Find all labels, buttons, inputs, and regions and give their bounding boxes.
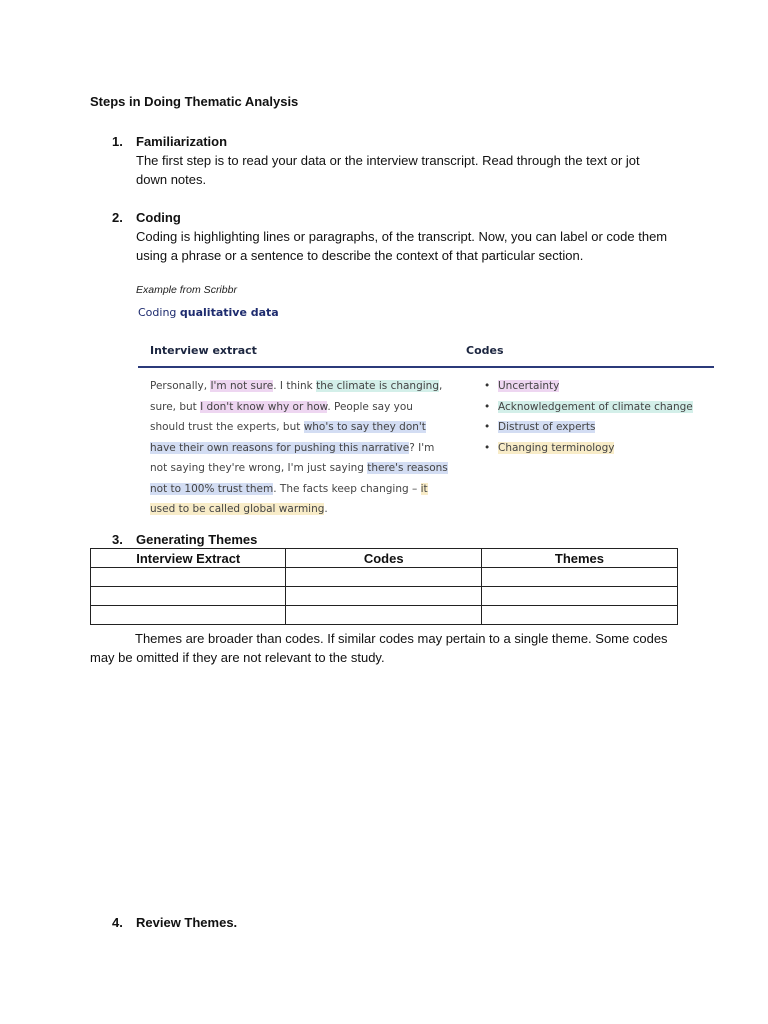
highlighted-segment-pink: I don't know why or how [200,400,328,413]
themes-table [90,548,678,625]
code-item [484,417,693,438]
highlighted-segment-blue: who's to say they don't have their own reasons for pushing this narrative [150,421,426,454]
table-header-cell: Interview Extract [91,549,286,568]
extract-segment: Personally, [150,380,211,392]
codes-list [484,376,693,458]
step-number: 4. [112,915,123,930]
figure-title [138,306,279,319]
table-row [91,606,678,625]
extract-segment: . [324,503,328,515]
step-body: Coding is highlighting lines or paragraphs, of the transcript. Now, you can label or code them using a phrase or a sentence to describe the context of that particular section. [136,229,668,263]
highlighted-segment-teal: the climate is changing [316,380,439,392]
step-number: 3. [112,532,123,547]
table-row [91,587,678,606]
document-heading: Steps in Doing Thematic Analysis [90,94,299,109]
highlighted-segment-pink: I'm not sure [210,380,274,392]
table-header-cell: Themes [481,549,677,568]
step-body: The first step is to read your data or the interview transcript. Read through the text or jot down notes. [136,153,640,187]
codes-header: Codes [466,344,504,357]
interview-extract-header: Interview extract [150,344,257,357]
code-label: Changing terminology [498,441,615,454]
extract-segment: . People say you should trust the experts, but [150,400,413,433]
step-number: 1. [112,134,123,149]
figure-title-bold: qualitative data [179,306,279,319]
code-item [484,397,693,418]
extract-segment: . I think [273,380,317,392]
highlighted-segment-yellow: it used to be called global warming [150,482,428,515]
table-header-cell: Codes [286,549,481,568]
table-cell [286,606,481,625]
code-item [484,438,693,459]
code-label: Distrust of experts [498,421,596,433]
code-label: Acknowledgement of climate change [498,400,693,413]
extract-segment: ? I'm not saying they're wrong, I'm just saying [150,441,435,474]
step-coding [112,208,672,265]
code-label: Uncertainty [498,380,560,392]
table-cell [286,587,481,606]
themes-explanation-paragraph: Themes are broader than codes. If similar codes may pertain to a single theme. Some codes may be omitted if they are not relevant to the study. [90,631,668,665]
highlighted-segment-blue: there's reasons not to 100% trust them [150,462,448,495]
header-rule [138,366,714,368]
table-cell [481,568,677,587]
table-cell [481,606,677,625]
step-title: Coding [136,210,181,225]
extract-segment: , sure, but [150,380,443,413]
step-number: 2. [112,210,123,225]
table-cell [91,587,286,606]
step-familiarization [112,132,672,189]
table-cell [91,568,286,587]
step-generating-themes [112,530,672,549]
table-header-row [91,549,678,568]
figure-caption: Example from Scribbr [136,284,237,296]
table-cell [286,568,481,587]
step-title: Generating Themes [136,532,258,547]
figure-title-plain: Coding [138,306,180,319]
code-item [484,376,693,397]
table-row [91,568,678,587]
step-title: Review Themes. [136,915,238,930]
table-cell [481,587,677,606]
extract-segment: . The facts keep changing – [273,482,421,495]
step-title: Familiarization [136,134,228,149]
interview-extract-text [150,376,450,520]
step-review-themes [112,913,672,932]
coding-example-figure [136,302,716,522]
table-cell [91,606,286,625]
